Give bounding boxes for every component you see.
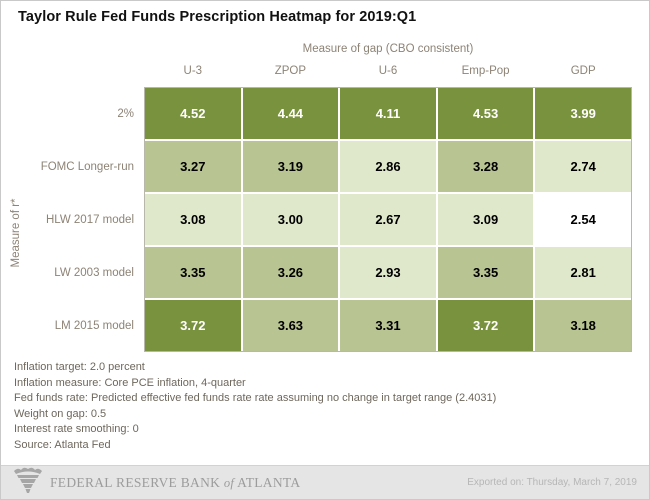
heatmap-cell: 3.00 (243, 194, 339, 245)
footer-bank-name: FEDERAL RESERVE BANK of ATLANTA (50, 474, 301, 490)
heatmap-cell: 4.52 (145, 88, 241, 139)
column-header: U-6 (378, 65, 398, 77)
footer-bar (1, 465, 649, 499)
heatmap-cell: 3.09 (438, 194, 534, 245)
note-line: Inflation measure: Core PCE inflation, 4-quarter (14, 376, 246, 389)
heatmap-cell: 2.93 (340, 247, 436, 298)
heatmap-cell: 3.08 (145, 194, 241, 245)
row-label: 2% (117, 107, 134, 120)
column-header: ZPOP (274, 65, 307, 77)
heatmap-cell: 3.72 (438, 300, 534, 351)
heatmap-cell: 3.18 (535, 300, 631, 351)
heatmap-cell: 3.35 (438, 247, 534, 298)
column-header: Emp-Pop (461, 65, 510, 77)
heatmap-cell: 3.99 (535, 88, 631, 139)
note-line: Fed funds rate: Predicted effective fed funds rate rate assuming no change in target range (2.4031) (14, 392, 497, 405)
note-line: Weight on gap: 0.5 (14, 407, 107, 420)
heatmap-cell: 3.72 (145, 300, 241, 351)
column-headers (144, 65, 632, 77)
heatmap-cell: 3.27 (145, 141, 241, 192)
column-header: U-3 (183, 65, 203, 77)
chart-notes (14, 360, 636, 454)
note-line: Source: Atlanta Fed (14, 438, 111, 451)
atlanta-fed-eagle-icon (13, 466, 43, 499)
row-label: FOMC Longer-run (40, 160, 134, 173)
heatmap-cell: 2.86 (340, 141, 436, 192)
exported-timestamp: Exported on: Thursday, March 7, 2019 (467, 477, 637, 488)
note-line: Inflation target: 2.0 percent (14, 361, 145, 373)
heatmap-cell: 3.19 (243, 141, 339, 192)
heatmap-cell: 3.28 (438, 141, 534, 192)
y-axis-title: Measure of r* (10, 198, 22, 268)
heatmap-cell: 2.54 (535, 194, 631, 245)
column-header: GDP (570, 65, 596, 77)
heatmap-cell: 4.11 (340, 88, 436, 139)
heatmap-cell: 2.81 (535, 247, 631, 298)
x-axis-title: Measure of gap (CBO consistent) (302, 43, 474, 55)
heatmap-cell: 3.31 (340, 300, 436, 351)
heatmap-cell: 4.44 (243, 88, 339, 139)
heatmap-cell: 2.67 (340, 194, 436, 245)
row-label: LM 2015 model (54, 319, 134, 332)
heatmap-grid (144, 87, 632, 352)
row-label: LW 2003 model (54, 266, 134, 279)
note-line: Interest rate smoothing: 0 (14, 423, 139, 436)
row-label: HLW 2017 model (46, 213, 134, 226)
heatmap-cell: 4.53 (438, 88, 534, 139)
row-labels (1, 87, 139, 352)
page-title: Taylor Rule Fed Funds Prescription Heatmap for 2019:Q1 (18, 9, 417, 25)
atlanta-fed-logo (13, 466, 300, 499)
heatmap-cell: 3.26 (243, 247, 339, 298)
heatmap-cell: 3.35 (145, 247, 241, 298)
heatmap-cell: 3.63 (243, 300, 339, 351)
heatmap-cell: 2.74 (535, 141, 631, 192)
